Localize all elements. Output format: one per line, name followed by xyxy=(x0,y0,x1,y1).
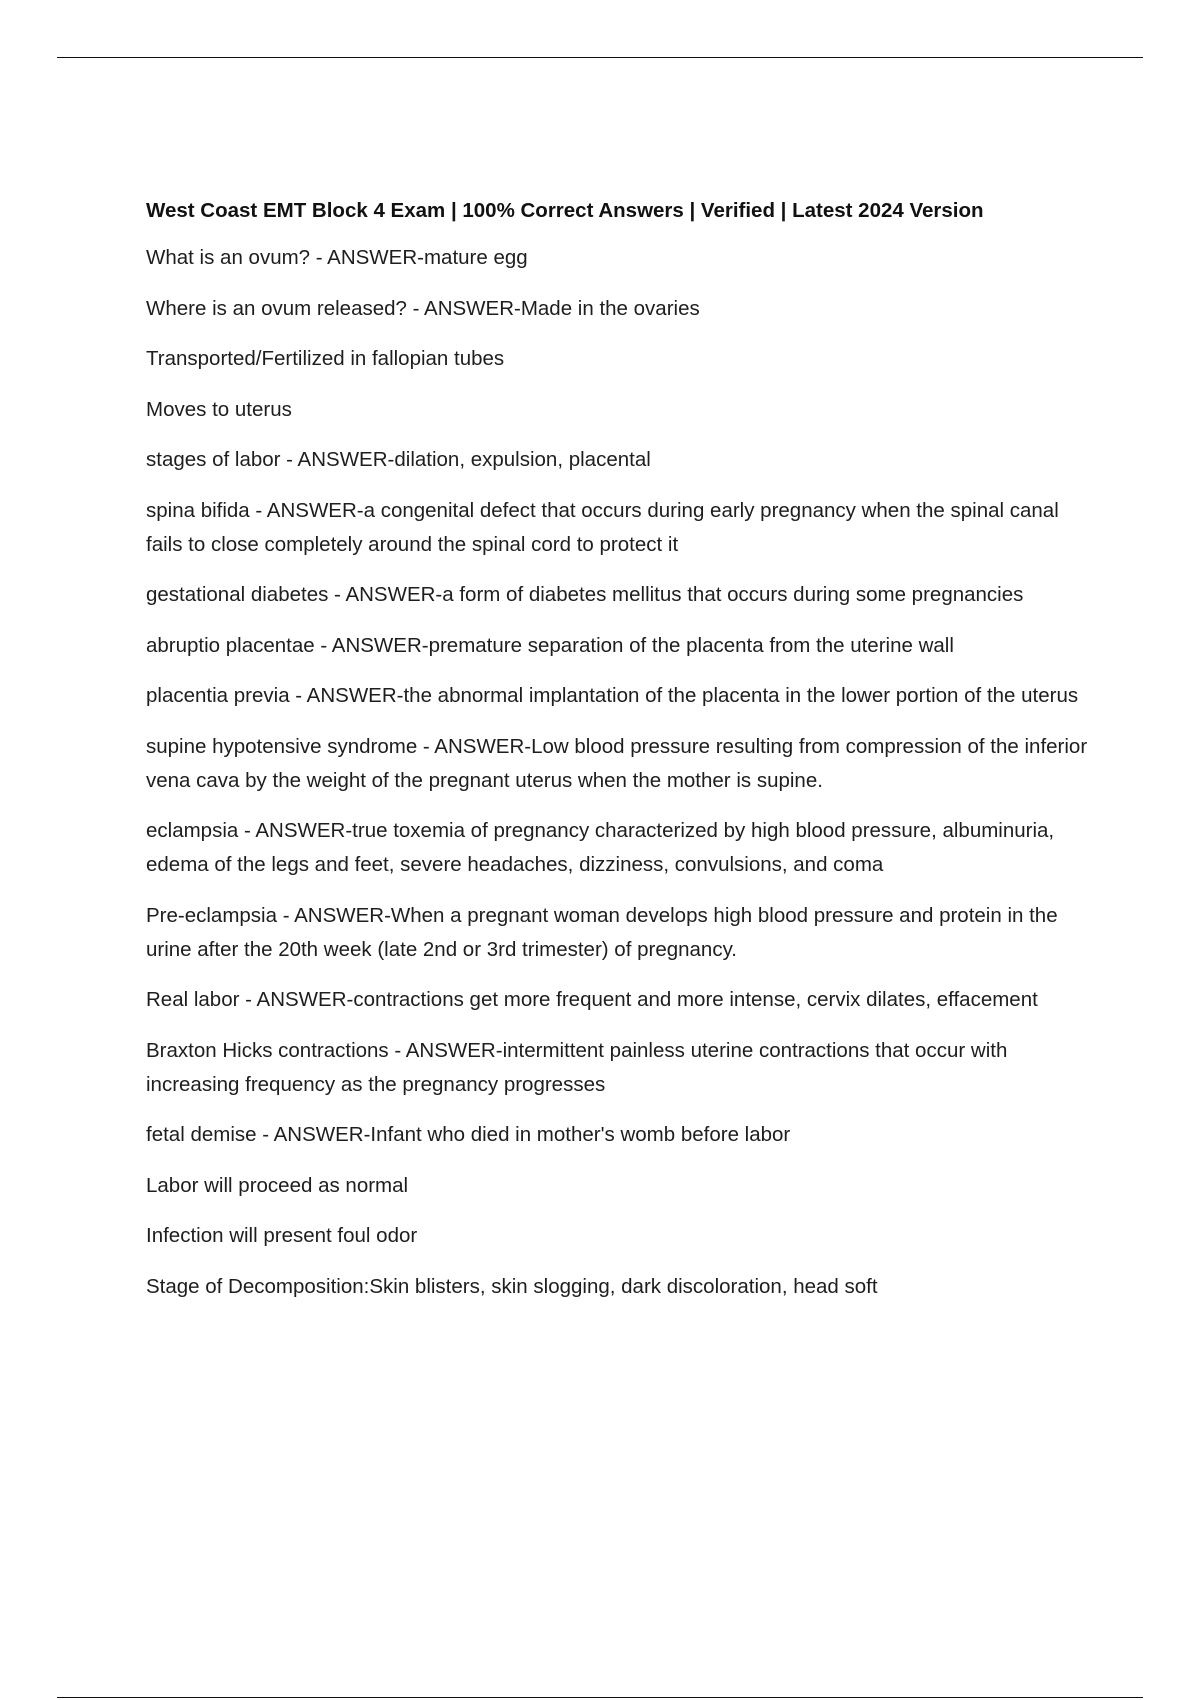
qa-entry: placentia previa - ANSWER-the abnormal implantation of the placenta in the lower portion of the uterus xyxy=(146,684,1079,707)
qa-entry: Stage of Decomposition:Skin blisters, skin slogging, dark discoloration, head soft xyxy=(146,1274,878,1298)
qa-entry: stages of labor - ANSWER-dilation, expulsion, placental xyxy=(146,448,651,471)
footer-rule xyxy=(57,1697,1143,1698)
header-rule xyxy=(57,57,1143,58)
qa-list xyxy=(146,241,1096,1304)
qa-entry: Real labor - ANSWER-contractions get more frequent and more intense, cervix dilates, effacement xyxy=(146,988,1038,1011)
qa-entry: Moves to uterus xyxy=(146,397,292,421)
qa-entry: abruptio placentae - ANSWER-premature separation of the placenta from the uterine wall xyxy=(146,633,954,657)
qa-entry: supine hypotensive syndrome - ANSWER-Low blood pressure resulting from compression of the inferior vena cava by the weight of the pregnant uterus when the mother is supine. xyxy=(146,734,1088,792)
document-title: West Coast EMT Block 4 Exam | 100% Correct Answers | Verified | Latest 2024 Version xyxy=(146,199,984,222)
qa-entry: Labor will proceed as normal xyxy=(146,1173,409,1197)
qa-entry: Transported/Fertilized in fallopian tubes xyxy=(146,347,505,370)
qa-entry: fetal demise - ANSWER-Infant who died in mother's womb before labor xyxy=(146,1123,791,1146)
qa-entry: Braxton Hicks contractions - ANSWER-intermittent painless uterine contractions that occur with increasing frequency as the pregnancy progresses xyxy=(146,1038,1008,1096)
qa-entry: Pre-eclampsia - ANSWER-When a pregnant woman develops high blood pressure and protein in the urine after the 20th week (late 2nd or 3rd trimester) of pregnancy. xyxy=(146,903,1058,961)
qa-entry: Where is an ovum released? - ANSWER-Made in the ovaries xyxy=(146,296,700,320)
qa-entry: gestational diabetes - ANSWER-a form of diabetes mellitus that occurs during some pregnancies xyxy=(146,583,1024,606)
qa-entry: Infection will present foul odor xyxy=(146,1224,418,1247)
qa-entry: What is an ovum? - ANSWER-mature egg xyxy=(146,246,528,269)
qa-entry: eclampsia - ANSWER-true toxemia of pregnancy characterized by high blood pressure, albuminuria, edema of the legs and feet, severe headaches, dizziness, convulsions, and coma xyxy=(146,819,1055,876)
document-body xyxy=(146,198,1096,1320)
qa-entry: spina bifida - ANSWER-a congenital defect that occurs during early pregnancy when the spinal canal fails to close completely around the spinal cord to protect it xyxy=(146,498,1059,556)
